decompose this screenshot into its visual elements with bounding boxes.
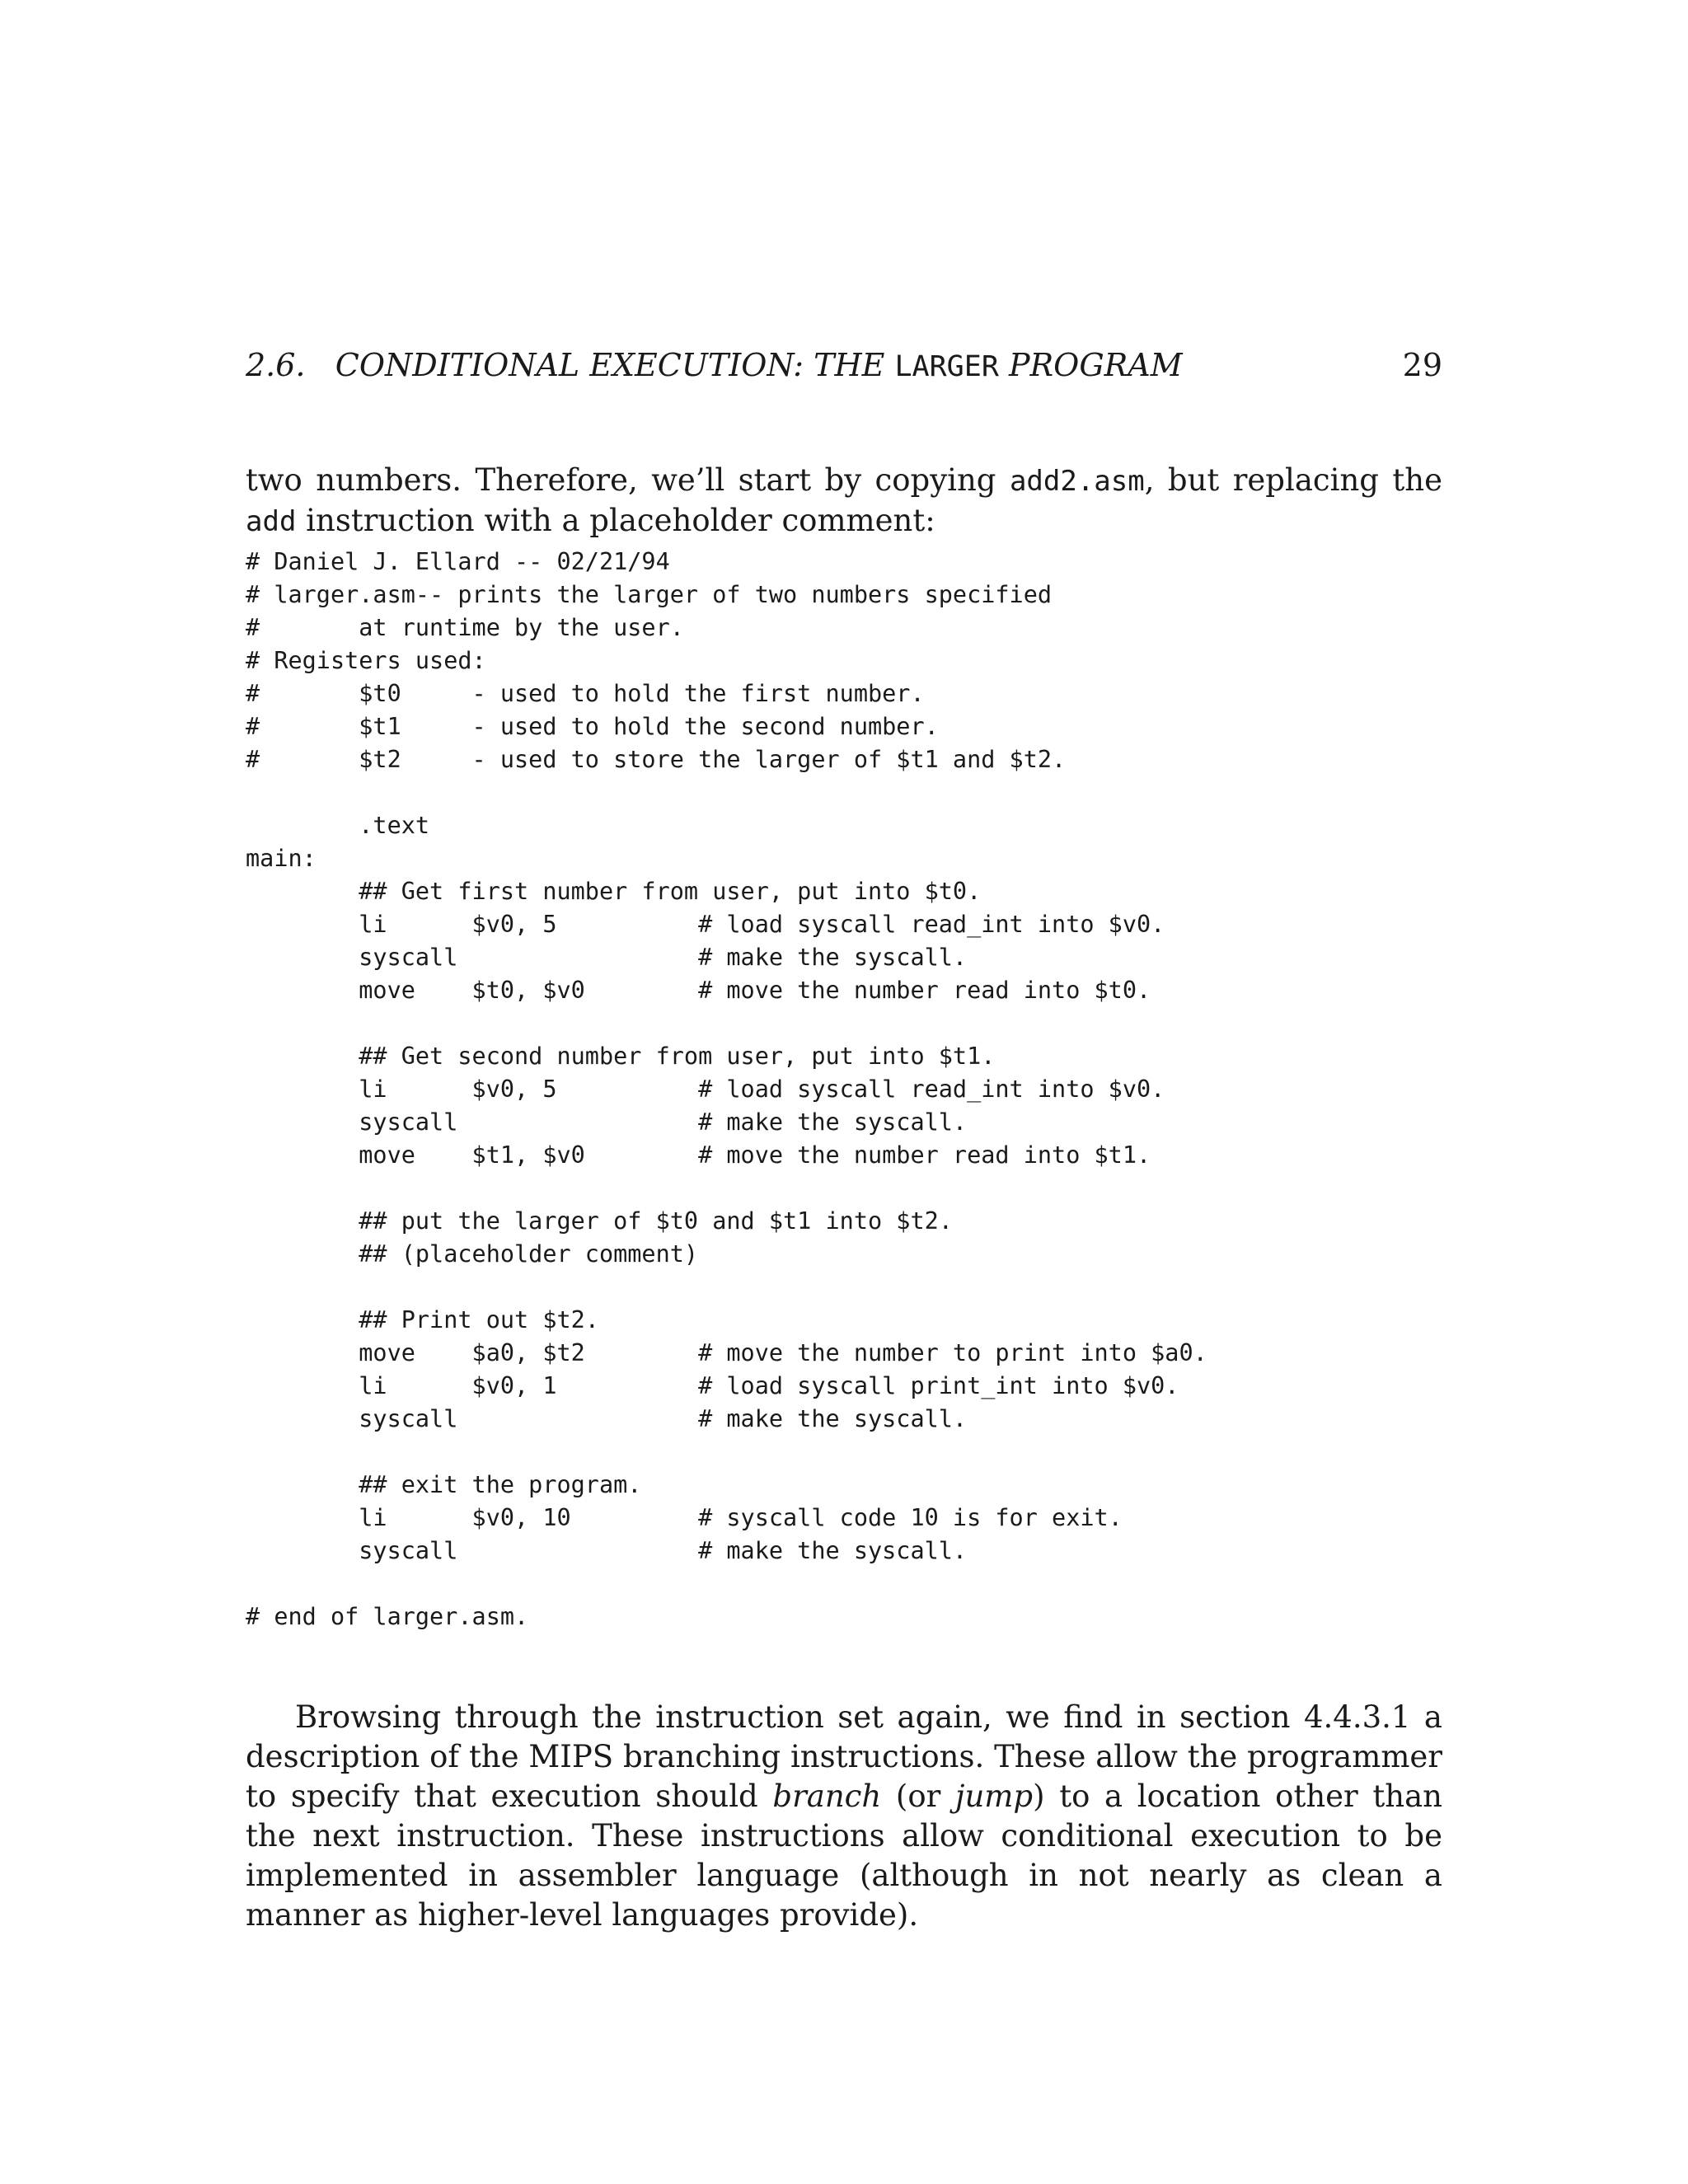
code-line: # end of larger.asm.	[246, 1603, 529, 1630]
code-line: syscall # make the syscall.	[246, 1537, 968, 1564]
text-run: two numbers. Therefore, we’ll start by copying	[246, 462, 1010, 498]
code-line: .text	[246, 812, 430, 839]
paragraph-branching	[246, 1698, 1442, 1935]
code-line: ## put the larger of $t0 and $t1 into $t2.	[246, 1207, 953, 1235]
code-line: # $t2 - used to store the larger of $t1 and $t2.	[246, 746, 1067, 773]
code-line: syscall # make the syscall.	[246, 944, 968, 971]
code-line: ## Print out $t2.	[246, 1306, 599, 1333]
code-filename: add2.asm	[1009, 465, 1145, 498]
code-line: # larger.asm-- prints the larger of two numbers specified	[246, 581, 1053, 608]
text-run: instruction with a placeholder comment:	[296, 503, 935, 538]
code-line: li $v0, 10 # syscall code 10 is for exit.	[246, 1504, 1123, 1531]
paragraph-intro	[246, 461, 1442, 541]
running-head-title	[246, 344, 1183, 387]
code-line: move $a0, $t2 # move the number to print into $a0.	[246, 1339, 1207, 1366]
running-head	[246, 344, 1442, 386]
page-number: 29	[1402, 347, 1442, 383]
title-program-name: LARGER	[894, 350, 999, 383]
code-line: move $t1, $v0 # move the number read into $t1.	[246, 1141, 1151, 1169]
code-line: main:	[246, 845, 316, 872]
section-number: 2.6.	[246, 347, 306, 383]
code-line: syscall # make the syscall.	[246, 1405, 968, 1432]
emphasis-jump: jump	[955, 1779, 1034, 1814]
code-line: ## Get first number from user, put into $t0.	[246, 878, 982, 905]
code-instruction: add	[246, 505, 297, 538]
code-line: li $v0, 5 # load syscall read_int into $v0.	[246, 911, 1165, 938]
code-line: li $v0, 5 # load syscall read_int into $v0.	[246, 1076, 1165, 1103]
code-line: ## (placeholder comment)	[246, 1240, 699, 1268]
text-run: ) to a location other than the next instruction. These instructions allow conditional execution to be implemented in assembler language (although in not nearly as clean a manner as higher-level languages provide).	[246, 1779, 1443, 1933]
code-line: ## Get second number from user, put into $t1.	[246, 1043, 996, 1070]
code-line: syscall # make the syscall.	[246, 1108, 968, 1136]
text-run: , but replacing the	[1144, 462, 1442, 498]
code-line: # $t0 - used to hold the first number.	[246, 680, 925, 707]
text-run: Browsing through the instruction set again, we find in section 4.4.3.1 a description of the MIPS branching instructions. These allow the programmer to specify that execution should	[246, 1699, 1442, 1814]
code-line: # $t1 - used to hold the second number.	[246, 713, 939, 740]
code-line: move $t0, $v0 # move the number read into $t0.	[246, 977, 1151, 1004]
title-after: PROGRAM	[998, 347, 1183, 383]
title-before: CONDITIONAL EXECUTION: THE	[335, 347, 895, 383]
code-line: # Registers used:	[246, 647, 486, 674]
code-line: ## exit the program.	[246, 1471, 642, 1498]
code-line: # Daniel J. Ellard -- 02/21/94	[246, 548, 670, 575]
code-listing	[246, 546, 1207, 1633]
text-run: (or	[881, 1779, 955, 1814]
code-line: li $v0, 1 # load syscall print_int into $v0.	[246, 1372, 1179, 1399]
emphasis-branch: branch	[772, 1779, 882, 1814]
code-line: # at runtime by the user.	[246, 614, 684, 641]
